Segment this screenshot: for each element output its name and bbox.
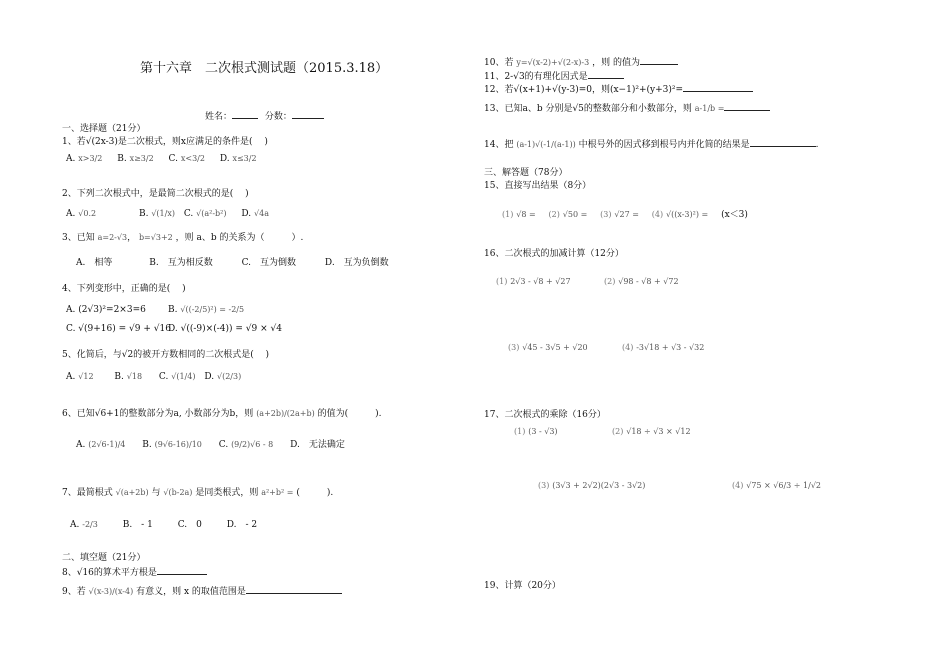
score-blank[interactable]	[292, 109, 324, 119]
q10-text-a: 10、若	[484, 58, 514, 68]
q9-expr: √(x-3)/(x-4)	[88, 587, 134, 596]
q16-item-2	[604, 276, 679, 288]
q2-option-d[interactable]: D.	[241, 209, 252, 219]
q11-blank[interactable]	[588, 69, 624, 79]
q3-a-expr: a=2-√3	[97, 233, 128, 242]
q2-option-b[interactable]: B.	[138, 209, 149, 219]
q6-text-b: 的值为( ).	[317, 409, 382, 419]
page-title: 第十六章 二次根式测试题（2015.3.18）	[140, 61, 389, 76]
q17-text: 17、二次根式的乘除（16分）	[484, 410, 606, 420]
q2-a-val: √0.2	[78, 209, 97, 218]
q3-option-a[interactable]: A. 相等	[76, 258, 113, 268]
q15-note: (x＜3)	[721, 210, 748, 220]
q16-item-2-label: (2)	[604, 277, 616, 286]
q8-text	[62, 565, 207, 579]
q15-expr-4: √((x-3)²) =	[666, 210, 709, 219]
q3-options	[76, 257, 389, 269]
q6-options	[76, 439, 345, 451]
q11-text	[484, 69, 624, 83]
q10-blank[interactable]	[640, 55, 678, 65]
q3-option-d[interactable]: D. 互为负倒数	[324, 258, 389, 268]
student-info	[205, 109, 324, 123]
q15-expr-3: √27 =	[614, 210, 639, 219]
q13-text-a: 13、已知a、b 分别是√5的整数部分和小数部分，则	[484, 104, 692, 114]
q3-text-b: ，则 a、b 的关系为（ ）.	[175, 233, 304, 243]
q6-c-val: (9/2)√6 - 8	[231, 440, 274, 449]
q17-item-2	[612, 426, 691, 438]
q17-expr-2: √18 ÷ √3 × √12	[626, 427, 691, 436]
q4-option-c[interactable]: C. √(9+16) = √9 + √16	[66, 324, 171, 334]
section3-heading: 三、解答题（78分）	[484, 168, 568, 178]
q15-item-3: (3)	[600, 210, 612, 219]
q7-expr3: a²+b² =	[261, 488, 294, 497]
q5-c-val: √(1/4)	[171, 372, 196, 381]
q1-b-val: x≥3/2	[129, 154, 154, 163]
q17-expr-3: (3√3 + 2√2)(2√3 - 3√2)	[552, 481, 646, 490]
q2-b-val: √(1/x)	[151, 209, 175, 218]
q12-text	[484, 82, 753, 96]
q7-option-d[interactable]: D. - 2	[226, 520, 258, 530]
q8-blank[interactable]	[157, 565, 207, 575]
q1-option-b[interactable]: B.	[117, 154, 127, 164]
q4-b-expr: √((-2/5)²) = -2/5	[180, 305, 245, 314]
q9-text-a: 9、若	[62, 587, 86, 597]
q17-expr-4: √75 × √6/3 ÷ 1/√2	[746, 481, 822, 490]
q16-expr-4: -3√18 + √3 - √32	[636, 343, 705, 352]
q14-text: 14、把 (a-1)√(-1/(a-1)) 中根号外的因式移到根号内并化简的结果是 .	[484, 137, 819, 151]
q9-text	[62, 584, 342, 598]
q5-option-a[interactable]: A.	[66, 372, 76, 382]
q1-a-val: x>3/2	[78, 154, 103, 163]
score-label: 分数：	[264, 112, 292, 122]
q5-b-val: √18	[126, 372, 143, 381]
q15-text: 15、直接写出结果（8分）	[484, 181, 592, 191]
q6-text	[62, 408, 382, 420]
q17-item-2-label: (2)	[612, 427, 624, 436]
q15-items	[502, 209, 748, 221]
q5-text: 5、化简后，与√2的被开方数相同的二次根式是( )	[62, 350, 270, 360]
q7-option-b[interactable]: B. - 1	[122, 520, 153, 530]
q4-option-a[interactable]: A. (2√3)²=2×3=6	[66, 305, 146, 315]
q16-item-4	[622, 342, 704, 354]
q9-blank[interactable]	[246, 584, 342, 594]
q10-expr: y=√(x-2)+√(2-x)-3	[516, 58, 590, 67]
q6-option-d[interactable]: D. 无法确定	[290, 440, 345, 450]
q17-item-3	[538, 480, 645, 492]
q5-option-b[interactable]: B.	[114, 372, 124, 382]
section1-heading: 一、选择题（21分）	[62, 124, 146, 134]
q7-a-val: -2/3	[82, 520, 98, 529]
q17-item-1-label: (1)	[514, 427, 526, 436]
q2-text: 2、下列二次根式中，是最简二次根式的是( )	[62, 189, 249, 199]
q19-text: 19、计算（20分）	[484, 581, 561, 591]
q17-item-4-label: (4)	[732, 481, 744, 490]
q10-text	[484, 55, 678, 69]
q12-label: 12、若√(x+1)+√(y-3)=0，则(x−1)²+(y+3)²=	[484, 85, 684, 95]
q16-item-3	[508, 342, 588, 354]
q7-text-b: 与	[151, 488, 161, 498]
q4-b-label: B.	[168, 305, 178, 315]
q7-text-d: ( ).	[296, 488, 334, 498]
q16-text: 16、二次根式的加减计算（12分）	[484, 249, 624, 259]
q16-item-3-label: (3)	[508, 343, 520, 352]
section2-heading: 二、填空题（21分）	[62, 553, 146, 563]
q15-expr-2: √50 =	[562, 210, 588, 219]
q15-item-4: (4)	[651, 210, 664, 219]
q2-d-val: √4a	[254, 209, 269, 218]
q7-option-c[interactable]: C. 0	[177, 520, 202, 530]
q5-options	[66, 371, 241, 383]
q2-options	[66, 208, 269, 220]
q11-label: 11、2-√3的有理化因式是	[484, 72, 588, 82]
q7-expr1: √(a+2b)	[115, 488, 149, 497]
q6-expr: (a+2b)/(2a+b)	[256, 409, 315, 418]
q3-option-c[interactable]: C. 互为倒数	[241, 258, 297, 268]
q14-text-a: 14、把	[484, 140, 514, 150]
q5-d-val: √(2/3)	[216, 372, 242, 381]
q16-expr-2: √98 - √8 + √72	[618, 277, 679, 286]
q7-text-a: 7、最简根式	[62, 488, 113, 498]
q16-item-1	[496, 276, 571, 288]
q4-option-d[interactable]: D. √((-9)×(-4)) = √9 × √4	[168, 324, 282, 334]
q7-options	[70, 519, 257, 531]
q16-item-1-label: (1)	[496, 277, 508, 286]
q12-blank[interactable]	[683, 82, 753, 92]
q15-item-2: (2)	[548, 210, 560, 219]
q17-item-1	[514, 426, 558, 438]
q3-option-b[interactable]: B. 互为相反数	[149, 258, 213, 268]
q2-option-a[interactable]: A.	[66, 209, 76, 219]
q3-text: 3、已知 a=2-√3， b=√3+2 ，则 a、b 的关系为（ ）.	[62, 233, 304, 243]
q1-text: 1、若√(2x-3)是二次根式，则x应满足的条件是( )	[62, 137, 268, 147]
q4-option-b[interactable]	[168, 304, 244, 316]
q6-b-val: (9√6-16)/10	[154, 440, 202, 449]
q7-text	[62, 487, 333, 499]
q17-expr-1: (3 - √3)	[528, 427, 558, 436]
q6-option-a[interactable]: A.	[76, 440, 86, 450]
q6-option-b[interactable]: B.	[142, 440, 152, 450]
q13-blank[interactable]	[724, 101, 770, 111]
q15-item-1: (1)	[502, 210, 514, 219]
q7-text-c: 是同类根式，则	[195, 488, 259, 498]
q7-expr2: √(b-2a)	[163, 488, 193, 497]
q5-a-val: √12	[78, 372, 94, 381]
q10-text-b: ，则	[592, 58, 611, 68]
q7-option-a[interactable]: A.	[70, 520, 80, 530]
q10-text-c: 的值为	[612, 58, 640, 68]
q6-text-a: 6、已知√6+1的整数部分为a, 小数部分为b，则	[62, 409, 254, 419]
q3-text-a: 3、已知	[62, 233, 95, 243]
q1-options	[66, 153, 257, 165]
q16-item-4-label: (4)	[622, 343, 634, 352]
q5-option-c[interactable]: C.	[158, 372, 169, 382]
q1-option-c[interactable]: C.	[168, 154, 178, 164]
q15-expr-1: √8 =	[516, 210, 536, 219]
q14-expr: (a-1)√(-1/(a-1))	[516, 140, 576, 149]
q1-option-a[interactable]: A.	[66, 154, 76, 164]
q17-item-4	[732, 480, 821, 492]
name-label: 姓名：	[205, 112, 233, 122]
q2-c-val: √(a²-b²)	[196, 209, 227, 218]
q6-option-c[interactable]: C.	[218, 440, 229, 450]
q9-text-b: 有意义，则 x 的取值范围是	[136, 587, 246, 597]
q3-b-expr: b=√3+2	[138, 233, 173, 242]
q17-item-3-label: (3)	[538, 481, 550, 490]
q8-label: 8、√16的算术平方根是	[62, 568, 157, 578]
q1-option-d[interactable]: D.	[219, 154, 230, 164]
name-blank[interactable]	[232, 109, 258, 119]
q6-a-val: (2√6-1)/4	[88, 440, 126, 449]
q14-text-b: 中根号外的因式移到根号内并化简的结果是	[578, 140, 750, 150]
q13-text	[484, 101, 770, 115]
q13-expr: a-1/b =	[694, 104, 725, 113]
q1-d-val: x≤3/2	[232, 154, 257, 163]
q16-expr-1: 2√3 - √8 + √27	[510, 277, 571, 286]
q1-c-val: x<3/2	[180, 154, 205, 163]
q14-blank[interactable]	[750, 137, 816, 147]
q5-option-d[interactable]: D.	[204, 372, 215, 382]
q16-expr-3: √45 - 3√5 + √20	[522, 343, 588, 352]
q2-option-c[interactable]: C.	[183, 209, 194, 219]
q4-text: 4、下列变形中，正确的是( )	[62, 284, 186, 294]
